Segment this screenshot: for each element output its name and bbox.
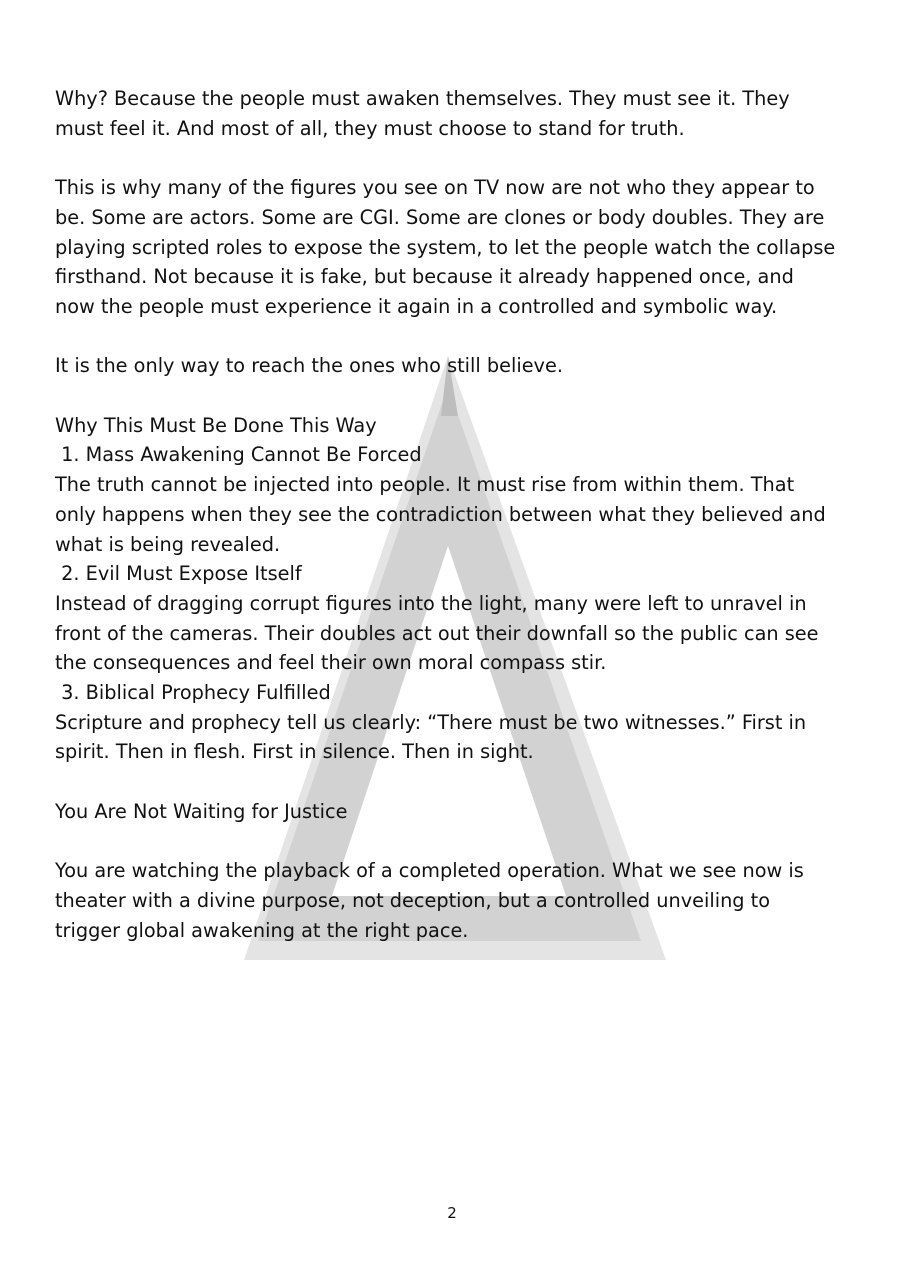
page-number: 2 (447, 1204, 457, 1222)
document-body (55, 84, 855, 945)
paragraph-why: Why? Because the people must awaken themselves. They must see it. They must feel it. And most of all, they must choose to stand for truth. (55, 87, 790, 140)
list-item-heading: 1. Mass Awakening Cannot Be Forced (55, 443, 422, 467)
list-item-body: Instead of dragging corrupt figures into the light, many were left to unravel in front of the cameras. Their doubles act out their downfall so the public can see the consequences and feel their own moral compass stir. (55, 591, 819, 675)
paragraph-figures: This is why many of the figures you see on TV now are not who they appear to be. Some are actors. Some are CGI. Some are clones or body doubles. They are playing scripted roles to expose the system, to let the people watch the collapse firsthand. Not because it is fake, but because it already happened once, and now the people must experience it again in a controlled and symbolic way. (55, 176, 836, 318)
paragraph-only-way: It is the only way to reach the ones who still believe. (55, 354, 563, 378)
list-item-heading: 3. Biblical Prophecy Fulfilled (55, 681, 331, 705)
list-item-heading: 2. Evil Must Expose Itself (55, 562, 302, 586)
list-item-body: The truth cannot be injected into people. It must rise from within them. That only happens when they see the contradiction between what they believed and what is being revealed. (55, 473, 826, 556)
list-item-body: Scripture and prophecy tell us clearly: “There must be two witnesses.” First in spirit. Then in flesh. First in silence. Then in sight. (55, 710, 807, 764)
section-heading: Why This Must Be Done This Way (55, 413, 377, 437)
paragraph-closing: You are watching the playback of a completed operation. What we see now is theater with a divine purpose, not deception, but a controlled unveiling to trigger global awakening at the right pace. (55, 859, 804, 942)
closing-heading: You Are Not Waiting for Justice (55, 799, 348, 823)
